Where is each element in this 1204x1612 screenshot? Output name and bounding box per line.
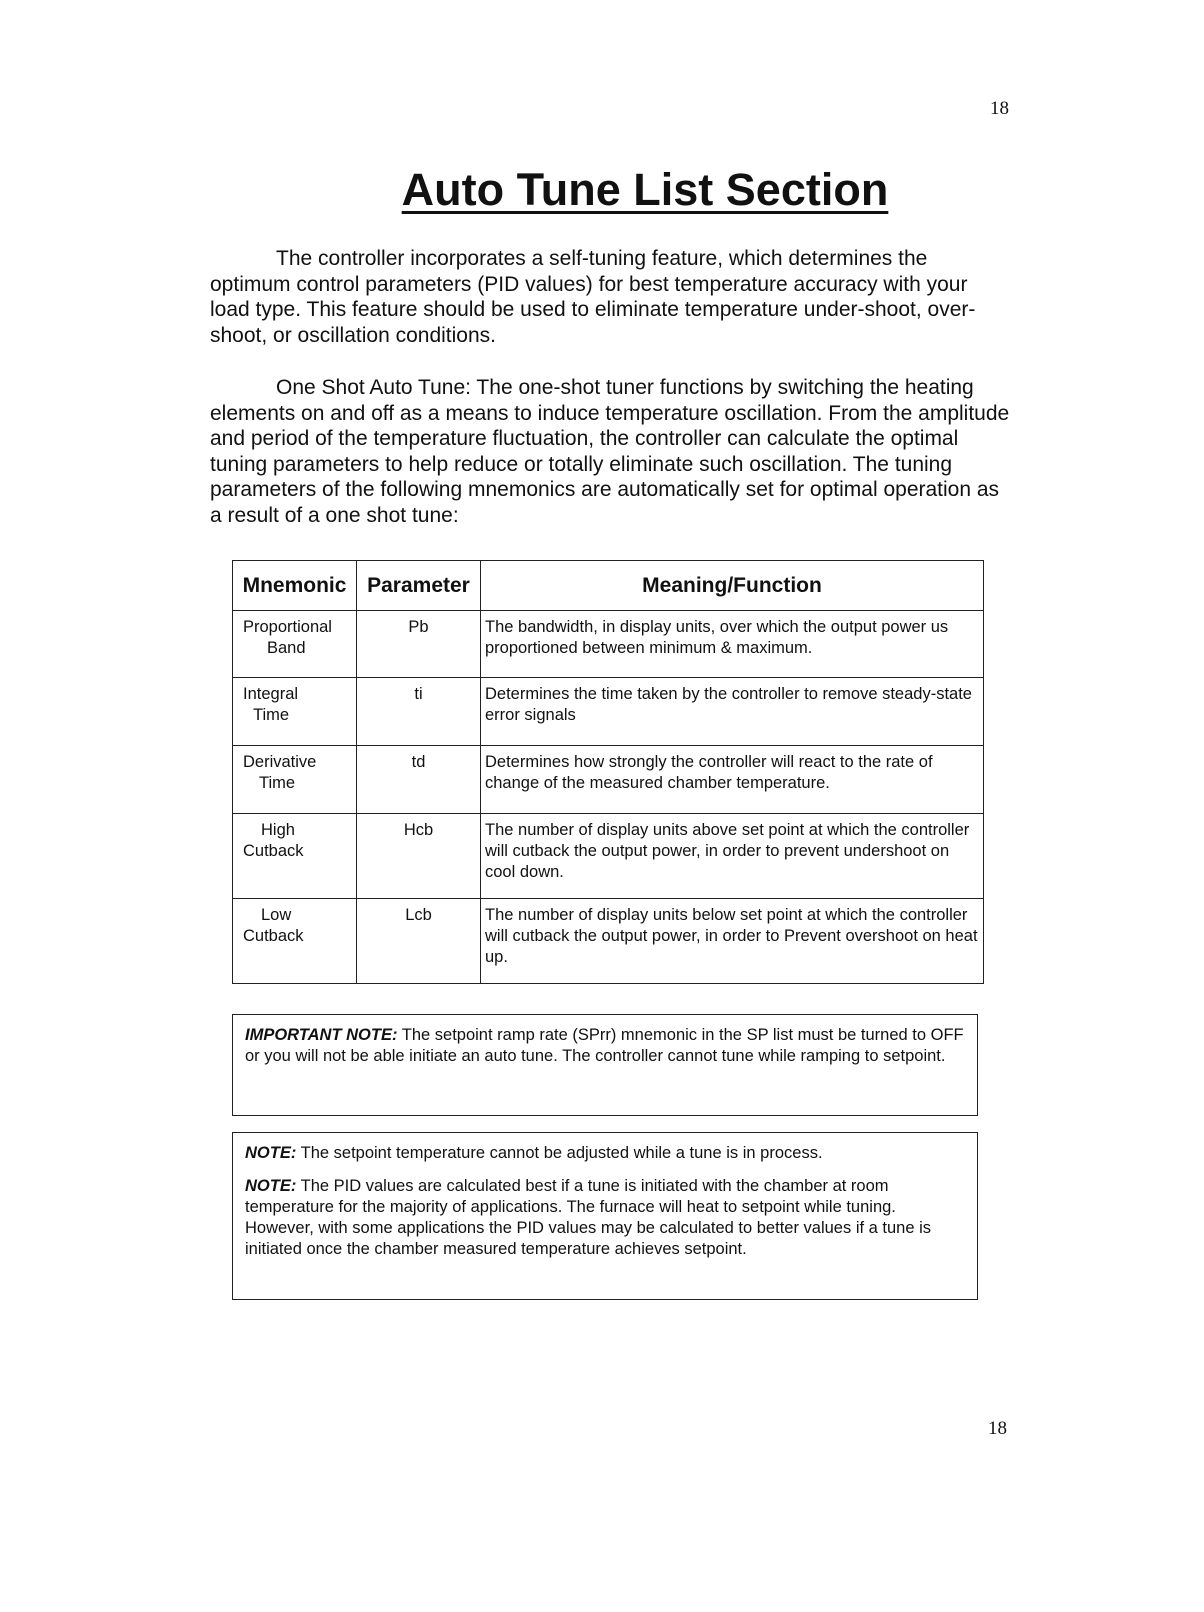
parameter-cell: td	[357, 746, 481, 814]
mnemonic-line1: Derivative	[243, 753, 317, 771]
intro-paragraph-text: The controller incorporates a self-tuning feature, which determines the optimum control parameters (PID values) for best temperature accuracy with your load type. This feature should be used to eliminate temperature under-shoot, over-shoot, or oscillation conditions.	[210, 247, 976, 347]
meaning-cell: The number of display units below set point at which the controller will cutback the output power, in order to Prevent overshoot on heat up.	[481, 899, 984, 984]
parameter-cell: Pb	[357, 611, 481, 678]
table-row	[233, 746, 984, 814]
page-title: Auto Tune List Section	[401, 164, 889, 215]
mnemonic-line2: Time	[253, 706, 290, 724]
mnemonic-line1: Low	[261, 906, 292, 924]
pid-parameter-table	[232, 560, 984, 984]
note-text: The setpoint temperature cannot be adjusted while a tune is in process.	[300, 1144, 823, 1162]
mnemonic-line2: Cutback	[243, 927, 304, 945]
intro-paragraph	[210, 246, 1010, 348]
table-row	[233, 899, 984, 984]
table-row	[233, 611, 984, 678]
parameter-cell: Hcb	[357, 814, 481, 899]
header-meaning: Meaning/Function	[481, 561, 984, 611]
header-parameter: Parameter	[357, 561, 481, 611]
note-pid	[245, 1176, 965, 1260]
mnemonic-line1: Integral	[243, 685, 299, 703]
mnemonic-line1: Proportional	[243, 618, 332, 636]
meaning-cell: Determines the time taken by the controller to remove steady-state error signals	[481, 678, 984, 746]
notes-box	[232, 1132, 978, 1300]
mnemonic-cell	[233, 611, 357, 678]
important-note	[245, 1025, 965, 1067]
meaning-cell: Determines how strongly the controller will react to the rate of change of the measured chamber temperature.	[481, 746, 984, 814]
mnemonic-cell	[233, 678, 357, 746]
header-mnemonic: Mnemonic	[233, 561, 357, 611]
note-label: NOTE:	[245, 1177, 297, 1195]
important-note-label: IMPORTANT NOTE:	[245, 1026, 398, 1044]
mnemonic-line1: High	[261, 821, 295, 839]
important-note-box	[232, 1014, 978, 1116]
note-label: NOTE:	[245, 1144, 297, 1162]
page-number-top: 18	[990, 98, 1009, 119]
mnemonic-cell	[233, 746, 357, 814]
meaning-cell: The bandwidth, in display units, over which the output power us proportioned between minimum & maximum.	[481, 611, 984, 678]
note-text: The PID values are calculated best if a tune is initiated with the chamber at room temperature for the majority of applications. The furnace will heat to setpoint while tuning. However, with some applications the PID values may be calculated to better values if a tune is initiated once the chamber measured temperature achieves setpoint.	[245, 1177, 932, 1258]
table-header-row	[233, 561, 984, 611]
mnemonic-line2: Band	[267, 639, 306, 657]
note-setpoint	[245, 1143, 965, 1164]
parameter-cell: Lcb	[357, 899, 481, 984]
important-note-text: The setpoint ramp rate (SPrr) mnemonic in the SP list must be turned to OFF or you will not be able initiate an auto tune. The controller cannot tune while ramping to setpoint.	[245, 1026, 964, 1065]
mnemonic-line2: Cutback	[243, 842, 304, 860]
one-shot-paragraph-text: One Shot Auto Tune: The one-shot tuner functions by switching the heating elements on and off as a means to induce temperature oscillation. From the amplitude and period of the temperature fluctuation, the controller can calculate the optimal tuning parameters to help reduce or totally eliminate such oscillation. The tuning parameters of the following mnemonics are automatically set for optimal operation as a result of a one shot tune:	[210, 376, 1010, 527]
table-row	[233, 678, 984, 746]
table-row	[233, 814, 984, 899]
one-shot-paragraph	[210, 375, 1010, 529]
meaning-cell: The number of display units above set point at which the controller will cutback the output power, in order to prevent undershoot on cool down.	[481, 814, 984, 899]
mnemonic-cell	[233, 899, 357, 984]
mnemonic-cell	[233, 814, 357, 899]
parameter-cell: ti	[357, 678, 481, 746]
mnemonic-line2: Time	[259, 774, 296, 792]
page-number-bottom: 18	[988, 1418, 1007, 1439]
